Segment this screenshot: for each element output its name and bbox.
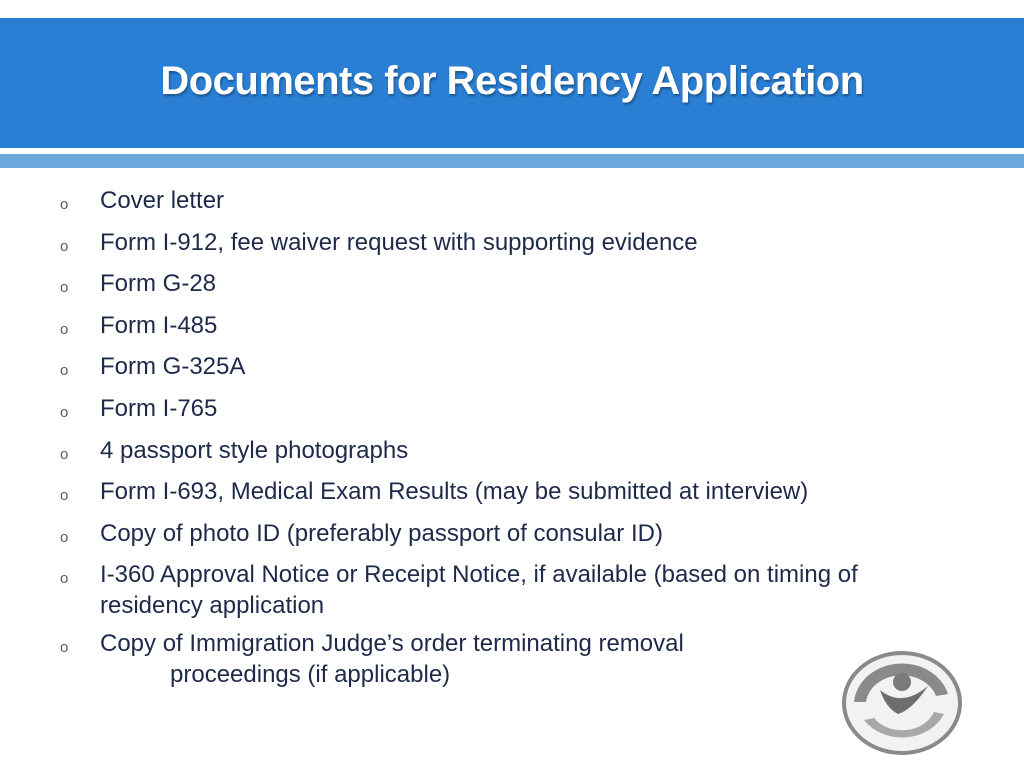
document-list xyxy=(60,182,960,694)
list-item xyxy=(60,515,960,557)
list-item xyxy=(60,390,960,432)
list-item-text: Form I-693, Medical Exam Results (may be submitted at interview) xyxy=(100,478,809,506)
bullet-icon: o xyxy=(60,487,69,505)
list-item-text-group xyxy=(100,625,684,694)
title-band xyxy=(0,18,1024,148)
bullet-icon: o xyxy=(60,528,69,546)
bullet-icon: o xyxy=(60,638,69,656)
bullet-icon: o xyxy=(60,196,69,213)
list-item-text: Copy of Immigration Judge’s order terminating removal xyxy=(100,629,684,657)
list-item-text: I-360 Approval Notice or Receipt Notice, if available (based on timing of residency application xyxy=(100,561,858,620)
organization-logo-icon xyxy=(840,650,964,756)
list-item-text: Form I-485 xyxy=(100,311,218,339)
bullet-icon: o xyxy=(60,403,69,421)
list-item xyxy=(60,224,960,266)
list-item xyxy=(60,432,960,474)
list-item-text: Form G-325A xyxy=(100,353,246,381)
accent-divider xyxy=(0,154,1024,168)
list-item-text: Form G-28 xyxy=(100,270,217,298)
list-item-text: Form I-765 xyxy=(100,394,218,422)
list-item-text: 4 passport style photographs xyxy=(100,436,409,464)
list-item xyxy=(60,348,960,390)
bullet-icon: o xyxy=(60,320,69,338)
slide-title: Documents for Residency Application xyxy=(160,58,864,103)
list-item xyxy=(60,625,960,694)
bullet-icon: o xyxy=(60,279,69,297)
bullet-icon: o xyxy=(60,362,69,380)
bullet-icon: o xyxy=(60,445,69,463)
list-item-continuation: proceedings (if applicable) xyxy=(170,660,451,688)
list-item xyxy=(60,473,960,515)
list-item xyxy=(60,182,960,224)
list-item xyxy=(60,307,960,349)
list-item-text: Form I-912, fee waiver request with supporting evidence xyxy=(100,228,698,256)
list-item xyxy=(60,265,960,307)
bullet-icon: o xyxy=(60,570,69,588)
logo-head xyxy=(893,673,911,691)
list-item-text: Copy of photo ID (preferably passport of consular ID) xyxy=(100,519,663,547)
bullet-icon: o xyxy=(60,237,69,255)
list-item-text: Cover letter xyxy=(100,187,225,214)
list-item xyxy=(60,556,960,625)
